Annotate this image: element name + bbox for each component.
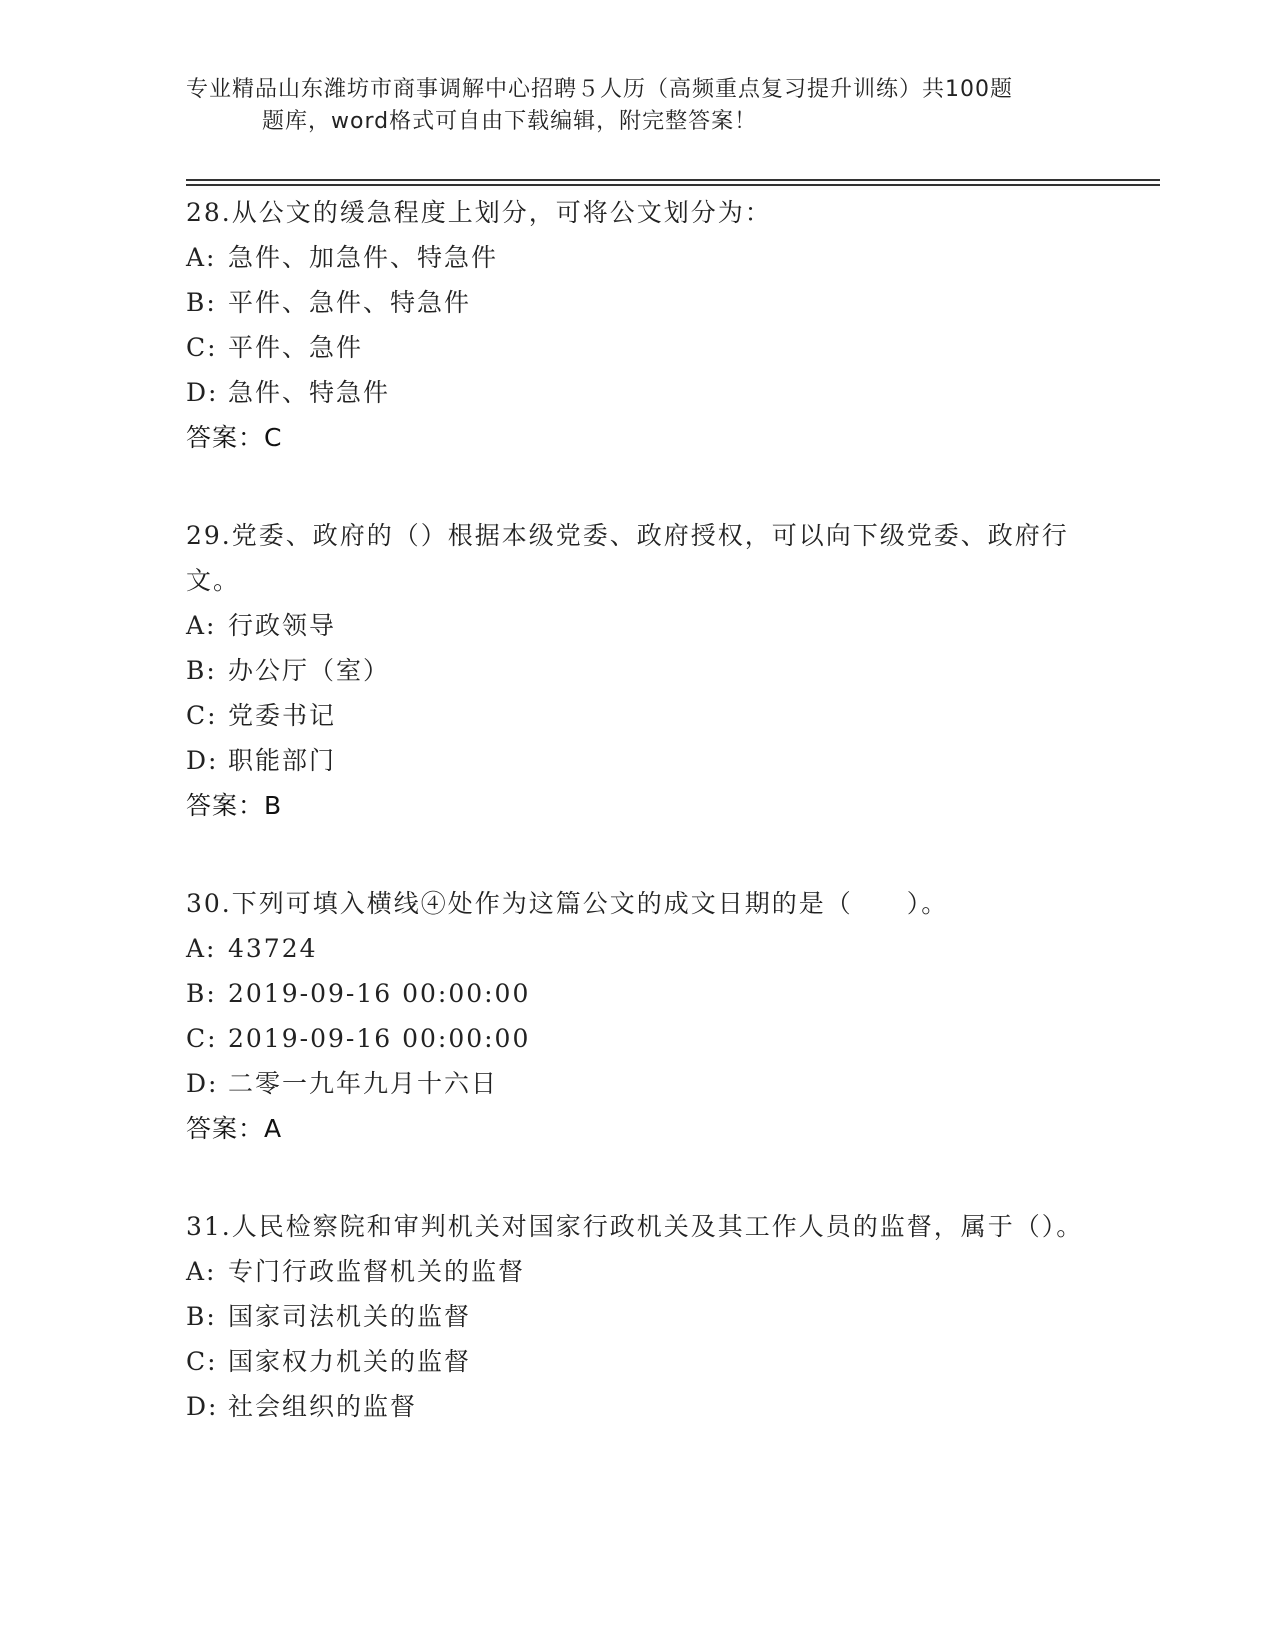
document-header <box>186 74 1086 138</box>
option-a <box>186 603 1096 648</box>
option-text: 国家司法机关的监督 <box>228 1302 472 1331</box>
question-stem: 29.党委、政府的（）根据本级党委、政府授权，可以向下级党委、政府行文。 <box>186 521 1069 595</box>
header-rule-bottom <box>186 184 1160 186</box>
option-b <box>186 648 1096 693</box>
option-c <box>186 1339 1096 1384</box>
option-text: 急件、加急件、特急件 <box>228 243 499 272</box>
option-letter: B: <box>186 288 217 317</box>
answer-line: 答案：B <box>186 791 283 820</box>
option-text: 急件、特急件 <box>228 378 391 407</box>
option-text: 职能部门 <box>228 746 337 775</box>
question-30 <box>186 881 1096 1152</box>
header-line-1: 专业精品山东潍坊市商事调解中心招聘５人历（高频重点复习提升训练）共100题 <box>186 77 1013 102</box>
option-b <box>186 971 1096 1016</box>
answer-line: 答案：C <box>186 423 283 452</box>
option-c <box>186 325 1096 370</box>
option-a <box>186 926 1096 971</box>
option-text: 2019-09-16 00:00:00 <box>228 1024 531 1053</box>
option-letter: A: <box>186 243 217 272</box>
option-letter: A: <box>186 611 217 640</box>
option-text: 办公厅（室） <box>228 656 391 685</box>
option-letter: D: <box>186 1069 219 1098</box>
option-text: 二零一九年九月十六日 <box>228 1069 499 1098</box>
question-stem: 28.从公文的缓急程度上划分，可将公文划分为： <box>186 198 772 227</box>
option-d <box>186 1384 1096 1429</box>
option-text: 平件、急件 <box>228 333 364 362</box>
option-letter: C: <box>186 1024 218 1053</box>
option-text: 国家权力机关的监督 <box>228 1347 472 1376</box>
question-stem: 30.下列可填入横线④处作为这篇公文的成文日期的是（ ）。 <box>186 889 949 918</box>
header-rule-top <box>186 179 1160 181</box>
option-text: 平件、急件、特急件 <box>228 288 472 317</box>
question-28 <box>186 190 1096 461</box>
question-stem: 31.人民检察院和审判机关对国家行政机关及其工作人员的监督，属于（）。 <box>186 1212 1084 1241</box>
option-letter: D: <box>186 378 219 407</box>
option-letter: C: <box>186 1347 218 1376</box>
option-letter: D: <box>186 746 219 775</box>
option-letter: B: <box>186 656 217 685</box>
option-letter: B: <box>186 979 217 1008</box>
option-c <box>186 693 1096 738</box>
option-b <box>186 1294 1096 1339</box>
option-text: 党委书记 <box>228 701 337 730</box>
option-c <box>186 1016 1096 1061</box>
option-a <box>186 1249 1096 1294</box>
header-line-2: 题库，word格式可自由下载编辑，附完整答案！ <box>262 109 758 134</box>
option-letter: A: <box>186 1257 217 1286</box>
option-a <box>186 235 1096 280</box>
option-text: 43724 <box>228 934 318 963</box>
option-letter: D: <box>186 1392 219 1421</box>
option-b <box>186 280 1096 325</box>
option-d <box>186 738 1096 783</box>
option-d <box>186 1061 1096 1106</box>
option-letter: C: <box>186 333 218 362</box>
option-text: 2019-09-16 00:00:00 <box>228 979 531 1008</box>
option-d <box>186 370 1096 415</box>
option-letter: B: <box>186 1302 217 1331</box>
option-letter: A: <box>186 934 217 963</box>
question-list <box>186 190 1096 1481</box>
answer-line: 答案：A <box>186 1114 283 1143</box>
option-text: 专门行政监督机关的监督 <box>228 1257 526 1286</box>
option-text: 社会组织的监督 <box>228 1392 418 1421</box>
question-31 <box>186 1204 1096 1429</box>
question-29 <box>186 513 1096 829</box>
option-text: 行政领导 <box>228 611 337 640</box>
option-letter: C: <box>186 701 218 730</box>
